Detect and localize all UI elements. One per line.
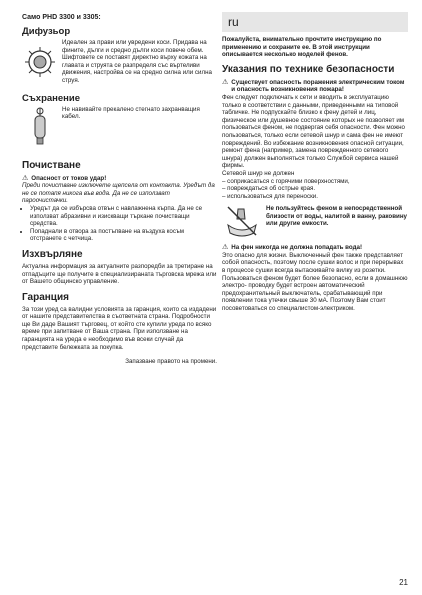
disposal-text: Актуална информация за актуалните разпоредби за третиране на отпадъците ще получите в специализираната търговска мрежа или от Вашето общинско управление. [22,262,217,286]
model-header: Само PHD 3300 и 3305: [22,14,101,21]
cleaning-title: Почистване [22,159,81,171]
water-warning: Не пользуйтесь феном в непосредственной близости от воды, налитой в ванну, раковину или другие емкости. [266,205,407,228]
disposal-title: Изхвърляне [22,248,83,260]
cord-item: – использоваться для переноски. [222,192,318,200]
warning-icon: ⚠ [222,78,229,86]
danger-text: Это опасно для жизни. Выключенный фен также представляет собой опасность, поэтому после сушки волос и при перерывах в процессе сушки всегда вытаскивайте вилку из розетки. Пользоваться феном будет более безопасно, если в домашнюю электро- проводку будет встроен автоматический предохранительный выключатель, срабатывающий при появлении тока утечки свыше 30 мА. Поэтому Вам стоит посоветоваться со специалистом-электриком. [222,251,408,313]
storage-text: Не навивайте прекалено стегнато захранващия кабел. [62,105,200,121]
right-column [222,36,408,313]
cord-item: – повреждаться об острые края. [222,185,316,193]
hanging-dryer-icon [22,106,58,146]
cord-intro: Сетевой шнур не должен [222,169,295,177]
safety-title: Указания по технике безопасности [222,63,395,75]
safety-warning: Существует опасность поражения электрическим током и опасность возникновения пожара! [231,78,405,94]
left-column [22,0,217,366]
warranty-title: Гаранция [22,291,69,303]
cleaning-bullet: • Попаднали в отвора за постъпване на въздуха косъм отстранете с четчица. [30,228,217,243]
cleaning-warning: Опасност от токов удар! [31,174,107,182]
no-water-icon [222,205,262,239]
intro-text: Пожалуйста, внимательно прочтите инструкцию по применению и сохраните ее. В этой инструкции описывается несколько моделей фенов. [222,36,382,59]
language-tab: ru [222,12,408,32]
cord-item: – соприкасаться с горячими поверхностями, [222,177,350,185]
diffuser-icon [22,39,58,85]
never-water: На фен никогда не должна попадать вода! [231,244,363,252]
cleaning-italic: Преди почистване изключете щепсела от контакта. Уредът да не се потапя никога във вода. Да не се използват пароочистачки. [22,182,215,205]
cleaning-bullet: • Уредът да се избърсва отвън с навлажнена кърпа. Да не се използват абразивни и изискващи търкане почистващи средства. [30,205,217,228]
storage-title: Съхранение [22,92,81,104]
safety-text: Фен следует подключать к сети и вводить в эксплуатацию только в соответствии с данными, приведенными на типовой табличке. Не подпускайте близко к фену детей и лиц, физическое или душевное состояние которых не позволяет им пользоваться феном, не подвергая себя опасности. Фен можно пользоваться, только если сетевой шнур и сама фен не имеют повреждений. Во избежание возникновения опасной ситуации, ремонт фена (например, замена поврежденного сетевого шнура) должен выполняться только Службой сервиса нашей фирмы. [222,93,405,170]
diffuser-text: Идеален за прави или увредени коси. Придава на фините, дълги и средно дълги коси повече обем. Шифтовете се поставят директно върху кожата на главата и струята се разпределя със въртеливи движения, настройва се на средно силна или силна струя. [62,39,212,84]
warning-icon: ⚠ [222,244,229,252]
warranty-text: За този уред са валидни условията за гаранция, които са издадени от нашите представителства в съответната страна. Подробности ще Ви даде Вашият търговец, от който сте купили уреда по всяко време при запитване от Ваша страна. При използване на гаранцията на уреда е необходимо във всеки случай да представите бележката за покупка. [22,305,217,351]
rights-note: Запазване правото на промени. [125,358,217,366]
diffuser-title: Дифузьор [22,26,71,37]
page-number: 21 [399,578,408,587]
warning-icon: ⚠ [22,174,29,182]
